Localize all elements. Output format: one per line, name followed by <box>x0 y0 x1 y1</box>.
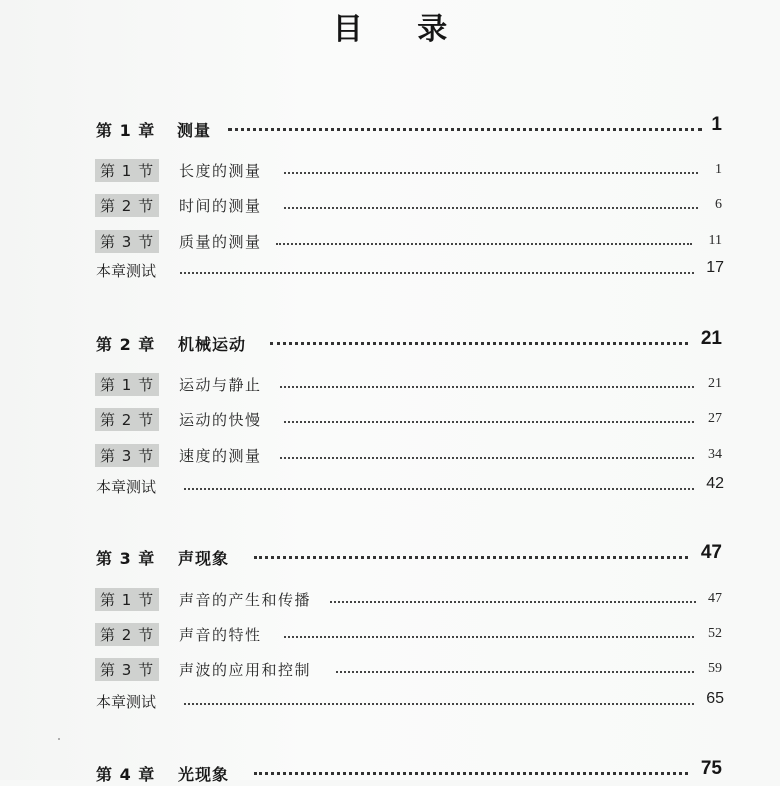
dot-leader <box>184 488 694 490</box>
section-title: 运动与静止 <box>179 376 262 394</box>
chapter-quiz-page-number: 17 <box>706 259 724 276</box>
chapter-title: 测量 <box>177 121 212 140</box>
section-label: 第 2 节 <box>95 408 159 431</box>
dot-leader <box>284 172 698 174</box>
section-title: 声音的特性 <box>179 626 262 644</box>
chapter-label: 第 2 章 <box>96 335 156 354</box>
dot-leader <box>184 703 694 705</box>
section-title: 运动的快慢 <box>179 411 262 429</box>
quiz-row[interactable] <box>0 255 780 285</box>
dot-leader <box>284 636 694 638</box>
section-page-number: 21 <box>708 376 722 391</box>
chapter-quiz-label: 本章测试 <box>96 693 157 711</box>
section-page-number: 1 <box>715 162 722 177</box>
chapter-page-number: 21 <box>700 328 722 349</box>
chapter-title: 机械运动 <box>178 335 247 354</box>
section-row[interactable] <box>0 619 780 649</box>
section-row[interactable] <box>0 404 780 434</box>
section-page-number: 6 <box>715 197 722 212</box>
paper-speck <box>58 738 60 740</box>
section-title: 声波的应用和控制 <box>179 661 312 679</box>
section-label: 第 1 节 <box>95 373 159 396</box>
section-title: 质量的测量 <box>179 233 262 251</box>
dot-leader <box>280 457 694 459</box>
chapter-quiz-label: 本章测试 <box>96 262 157 280</box>
section-label: 第 3 节 <box>95 230 159 253</box>
section-page-number: 59 <box>708 661 722 676</box>
section-label: 第 2 节 <box>95 623 159 646</box>
dot-leader <box>284 421 694 423</box>
section-page-number: 27 <box>708 411 722 426</box>
dot-leader <box>228 128 702 131</box>
chapter-label: 第 1 章 <box>96 121 156 140</box>
chapter-label: 第 3 章 <box>96 549 156 568</box>
quiz-row[interactable] <box>0 686 780 716</box>
chapter-quiz-page-number: 65 <box>706 690 724 707</box>
dot-leader <box>180 272 694 274</box>
section-label: 第 1 节 <box>95 588 159 611</box>
section-title: 速度的测量 <box>179 447 262 465</box>
chapter-row[interactable] <box>0 756 780 786</box>
dot-leader <box>276 243 692 245</box>
chapter-row[interactable] <box>0 326 780 356</box>
section-label: 第 3 节 <box>95 658 159 681</box>
section-label: 第 3 节 <box>95 444 159 467</box>
chapter-page-number: 75 <box>700 758 722 779</box>
section-label: 第 1 节 <box>95 159 159 182</box>
dot-leader <box>270 342 688 345</box>
section-row[interactable] <box>0 190 780 220</box>
section-title: 长度的测量 <box>179 162 262 180</box>
section-row[interactable] <box>0 369 780 399</box>
chapter-label: 第 4 章 <box>96 765 156 784</box>
dot-leader <box>254 556 688 559</box>
dot-leader <box>284 207 698 209</box>
section-row[interactable] <box>0 226 780 256</box>
dot-leader <box>336 671 694 673</box>
chapter-page-number: 1 <box>711 114 722 135</box>
chapter-quiz-label: 本章测试 <box>96 478 157 496</box>
section-title: 时间的测量 <box>179 197 262 215</box>
section-row[interactable] <box>0 654 780 684</box>
chapter-title: 声现象 <box>178 549 230 568</box>
section-title: 声音的产生和传播 <box>179 591 312 609</box>
dot-leader <box>330 601 696 603</box>
chapter-title: 光现象 <box>178 765 230 784</box>
chapter-row[interactable] <box>0 540 780 570</box>
chapter-row[interactable] <box>0 112 780 142</box>
chapter-quiz-page-number: 42 <box>706 475 724 492</box>
section-page-number: 34 <box>708 447 722 462</box>
dot-leader <box>280 386 694 388</box>
section-row[interactable] <box>0 440 780 470</box>
section-page-number: 47 <box>708 591 722 606</box>
section-row[interactable] <box>0 155 780 185</box>
section-page-number: 11 <box>708 233 722 248</box>
dot-leader <box>254 772 688 775</box>
quiz-row[interactable] <box>0 471 780 501</box>
chapter-page-number: 47 <box>700 542 722 563</box>
page-title: 目 录 <box>332 12 470 47</box>
section-row[interactable] <box>0 584 780 614</box>
section-label: 第 2 节 <box>95 194 159 217</box>
section-page-number: 52 <box>708 626 722 641</box>
